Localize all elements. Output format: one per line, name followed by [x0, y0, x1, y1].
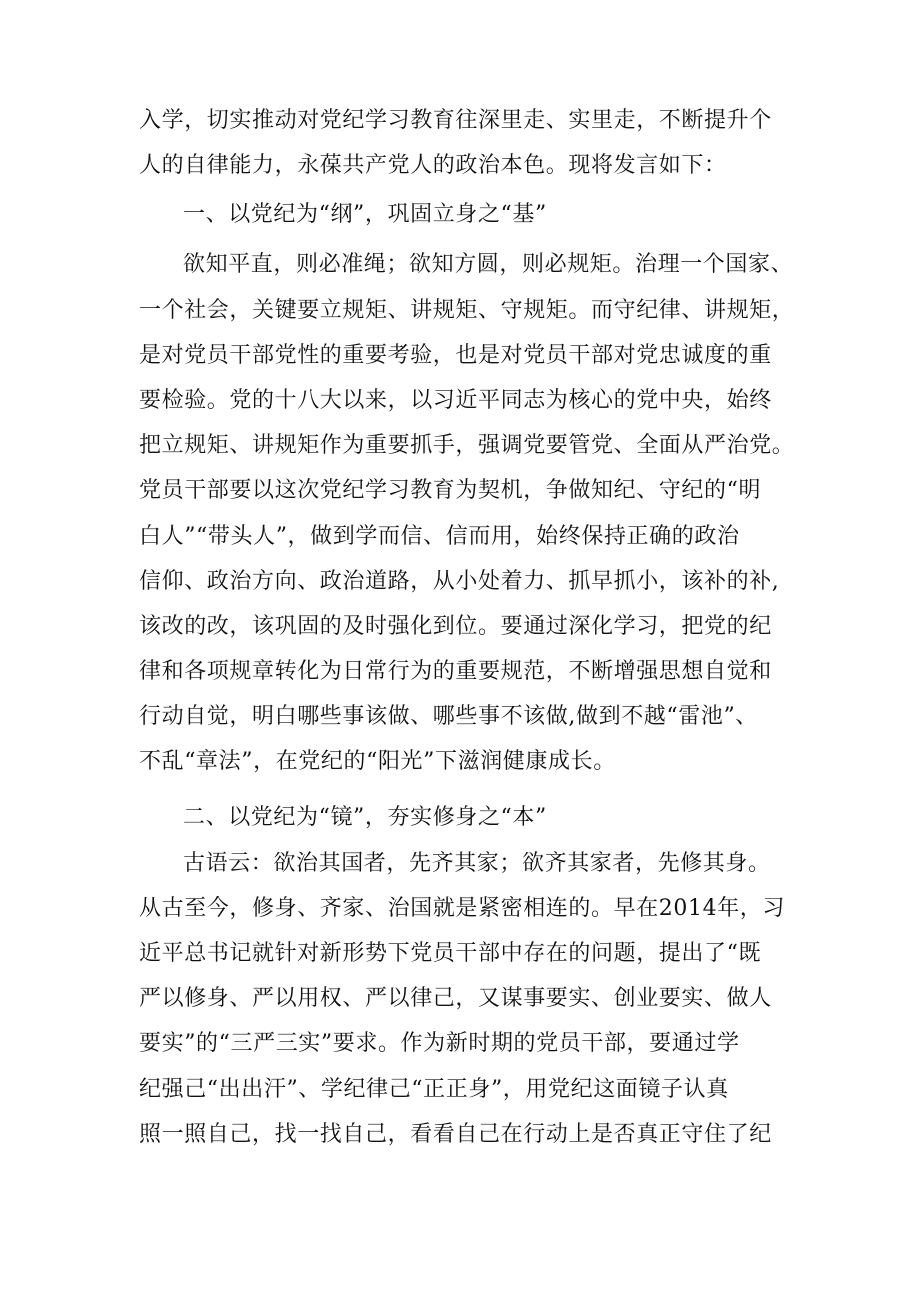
- text-line: 人的自律能力，永葆共产党人的政治本色。现将发言如下：: [139, 153, 727, 179]
- text-line: 不乱“章法”，在党纪的“阳光”下滋润健康成长。: [139, 749, 616, 775]
- section-heading-1: 一、以党纪为“纲”，巩固立身之“基”: [183, 202, 547, 228]
- text-line: 白人”“带头人”，做到学而信、信而用，始终保持正确的政治: [139, 523, 740, 549]
- text-line: 照一照自己，找一找自己，看看自己在行动上是否真正守住了纪: [139, 1121, 772, 1147]
- text-line: 近平总书记就针对新形势下党员干部中存在的问题，提出了“既: [139, 941, 762, 966]
- text-line: 该改的改，该巩固的及时强化到位。要通过深化学习，把党的纪: [139, 613, 772, 639]
- text-line: 信仰、政治方向、政治道路，从小处着力、抓早抓小，该补的补,: [139, 568, 780, 594]
- text-line: 党员干部要以这次党纪学习教育为契机，争做知纪、守纪的“明: [139, 478, 762, 504]
- text-line: 把立规矩、讲规矩作为重要抓手，强调党要管党、全面从严治党。: [139, 433, 795, 459]
- text-line: 纪强己“出出汗”、学纪律己“正正身”，用党纪这面镜子认真: [139, 1076, 729, 1102]
- text-line: 律和各项规章转化为日常行为的重要规范，不断增强思想自觉和: [139, 659, 772, 685]
- text-line: 要实”的“三严三实”要求。作为新时期的党员干部，要通过学: [139, 1031, 740, 1057]
- text-line: 是对党员干部党性的重要考验，也是对党员干部对党忠诚度的重: [139, 342, 772, 368]
- text-line: 要检验。党的十八大以来，以习近平同志为核心的党中央，始终: [139, 387, 772, 413]
- text-line: 严以修身、严以用权、严以律己，又谋事要实、创业要实、做人: [139, 986, 772, 1012]
- text-line: 一个社会，关键要立规矩、讲规矩、守规矩。而守纪律、讲规矩，: [139, 297, 795, 323]
- text-line: 入学，切实推动对党纪学习教育往深里走、实里走，不断提升个: [139, 108, 772, 133]
- text-line: 行动自觉，明白哪些事该做、哪些事不该做,做到不越“雷池”、: [139, 704, 758, 730]
- text-line: 欲知平直，则必准绳；欲知方圆，则必规矩。治理一个国家、: [183, 252, 794, 278]
- text-line: 古语云：欲治其国者，先齐其家；欲齐其家者，先修其身。: [183, 850, 771, 876]
- text-line: 从古至今，修身、齐家、治国就是紧密相连的。早在2014年，习: [139, 895, 785, 921]
- section-heading-2: 二、以党纪为“镜”，夯实修身之“本”: [183, 804, 547, 830]
- document-body: [139, 98, 799, 1157]
